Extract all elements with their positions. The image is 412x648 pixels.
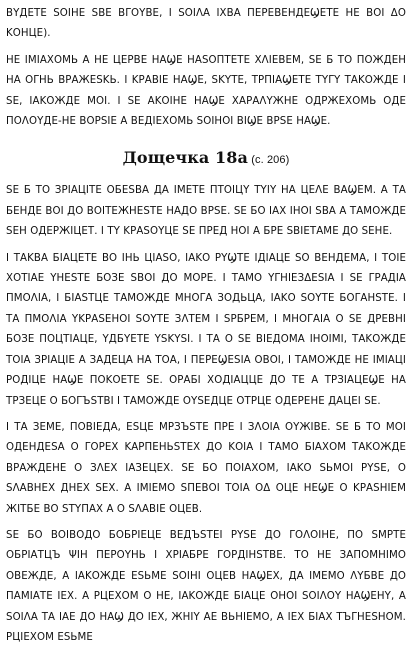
section-paragraph-3: Ι ΤΑ ЗΕΜΕ, ΠΟΒΙΕДΑ, ΕЅЦΕ ΜΡЗЪЅΤΕ ΠΡΕ Ι ЗΛΟΙΑ ΟΥЖΙΒΕ. ЅΕ Б ΤΟ ΜΟΙ ΟДΕΗДΕЅΑ Ο ΓΟΡΕΧ ΚΑΡΠΕΗЬЅΤΕΧ ДΟ ΚΟΙΑ Ι ΤΑΜΟ БΙΑΧΟΜ ΤΑΚΟЖДΕ ΒΡΑЖДΕΗΕ Ο ЗΛΕΧ ΙΑЗΕЦΕΧ. ЅΕ БΟ ΠΟΙΑΧΟΜ, ΙΑΚΟ ЅЬΜΟΙ ΡΥЅΕ, Ο ЅΛΑΒΗΕΧ ДΗΕΧ ЅΕΧ. Α ΙΜΙΕΜΟ ЅΠΕΒΟΙ ΤΟΙΑ ΟΔ ΟЦΕ ΗΕϢΕ Ο ΚΡΑЅΗΙΕΜ ЖΙΤБΕ ΒΟ ЅΤΥΠΑΧ Α Ο ЅΛΑΒΙΕ ΟЦΕΒ. [6, 421, 406, 515]
intro-paragraph-2: ΗΕ ΙΜΙΑΧΟΜЬ Α ΗΕ ЦΕΡΒΕ ΗΑϢΕ ΗΑЅΟΠΤΕΤΕ ΧΛΙΕΒΕΜ, ЅΕ Б ΤΟ ΠΟЖДΕΗ ΗΑ ΟΓΗЬ ΒΡΑЖΕЅΚЬ. Ι ΚΡΑΒΙΕ ΗΑϢΕ, ЅΚΥΤΕ, ΤΡΠΙΑϢΕΤΕ ΤΥΓΥ ΤΑΚΟЖДΕ Ι ЅΕ, ΙΑΚΟЖДΕ ΜΟΙ. Ι ЅΕ ΑΚΟΙΗΕ ΗΑϢΕ ΧΑΡΑΛΥЖΗΕ ΟДΡЖΕΧΟΜЬ ΟДΕ ΠΟΛΟΥДΕ-ΗΕ ΒΟΡЅΙΕ Α ΒΕДΙΕΧΟΜЬ ЅΟΙΗΟΙ ΒΙϢΕ ΒΡЅΕ ΗΑϢΕ. [6, 54, 406, 128]
section-paragraph-1: ЅΕ Б ΤΟ ЗΡΙΑЦΙΤΕ ΟБΕЅΒΑ ДΑ ΙΜΕΤΕ ΠΤΟΙЦΥ ΤΥΙΥ ΗΑ ЦΕΛΕ ΒΑϢΕΜ. Α ΤΑ БΕΗДΕ ΒΟΙ ДΟ ΒΟΙΤΕЖΗΕЅΤΕ ΗΑДΟ ΒΡЅΕ. ЅΕ БΟ ΙΑΧ ΙΗΟΙ ЅΒΑ Α ΤΑΜΟЖДΕ ЅΕΗ ΟДΕΡЖΙЦΕΤ. Ι ΤΥ ΚΡΑЅΟΥЦΕ ЅΕ ΠΡΕД ΗΟΙ Α БΡΕ ЅΒΙΕΤΑΜΕ ДΟ ЅΕΗΕ. [6, 185, 406, 238]
section-title: Дοщечка 18а [122, 148, 248, 168]
section-heading [6, 146, 406, 173]
section-paragraph-2: Ι ΤΑΚΒΑ БΙΑЦΕΤΕ ΒΟ ΙΗЬ ЦΙΑЅΟ, ΙΑΚΟ ΡΥϢΤΕ ΙДΙΑЦΕ ЅΟ ΒΕΗДΕΜΑ, Ι ΤΟΙΕ ΧΟΤΙΑΕ ΥΗΕЅΤΕ БΟЗΕ ЅΒΟΙ ДΟ ΜΟΡΕ. Ι ΤΑΜΟ ΥΓΗΙΕЗΔΕЅΙΑ Ι ЅΕ ΓΡΑДΙΑ ΠΜΟΛΙΑ, Ι БΙΑЅΤЦΕ ΤΑΜΟЖДΕ ΜΗΟΓΑ ЗΟДЬЦΑ, ΙΑΚΟ ЅΟΥΤΕ БΟΓΑΗЅΤΕ. Ι ΤΑ ΠΜΟΛΙΑ ΥΚΡΑЅΕΗΟΙ ЅΟΥΤΕ ЗΛΤΕΜ Ι ЅΡБΡΕΜ, Ι ΜΗΟΓΑΙΑ Ο ЅΕ ДΡΕΒΗΙ БΟЗΕ ΠΟЦΤΙΑЦΕ, ΥДБΥΕΤΕ ΥЅΚΥЅΙ. Ι ΤΑ Ο ЅΕ ΒΙΕДΟΜΑ ΙΗΟΙΜΙ, ΤΑΚΟЖДΕ ΤΟΙΑ ЗΡΙΑЦΙΕ Α ЗΑДΕЦΑ ΗΑ ΤΟΑ, Ι ΠΕΡΕϢΕЅΙΑ ΟΒΟΙ, Ι ΤΑΜΟЖДΕ ΗΕ ΙΜΙΑЦΙ ΡΟДΙЦΕ ΗΑϢΕ ΠΟΚΟΕΤΕ ЅΕ. ΟΡΑБΙ ΧΟДΙΑЦЦΕ ДΟ ΤΕ Α ΤΡЗΙΑЦΕϢΕ ΗΑ ΤΡЗΕЦΕ Ο БΟΓЪЅΤΒΙ Ι ΤΑΜΟЖДΕ ΟΥЅΕДЦΕ ΟΤΡЦΕ ΟДΕΡΕΗΕ ДΑЦΕΙ ЅΕ. [6, 252, 406, 407]
section-reference: (с. 206) [251, 154, 290, 167]
intro-paragraph-1: ΒΥДΕΤΕ ЅОΙΗΕ ЅΒΕ ΒΓОΥΒΕ, Ι ЅОΙΛΑ ΙΧΒΑ ΠΕΡΕΒΕΗДΕϢΕΤΕ ΗΕ ΒΟΙ ΔΟ ΚΟΗЦΕ). [6, 8, 406, 40]
section-paragraph-4: ЅΕ БΟ ΒΟΙΒΟДΟ БΟБΡΙΕЦΕ ΒΕДЪЅΤΕΙ ΡΥЅΕ ДΟ ΓΟΛΟΙΗΕ, ΠΟ ЅΜΡΤΕ ΟБΡΙΑΤЦЪ ΨΙΗ ΠΕΡΟΥΗЬ Ι ΧΡΙΑБΡΕ ΓΟΡДΙΗЅΤΒΕ. ΤΟ ΗΕ ЗΑΠΟΜΗΙΜΟ ΟΒΕЖДΕ, Α ΙΑΚΟЖДΕ ЕЅЬΜΕ ЅΟΙΗΙ ΟЦΕΒ ΗΑϢΕΧ, ДΑ ΙΜΕΜΟ ΛΥБΒΕ ДΟ ΠΑΜΙΑΤΕ ΙΕΧ. Α ΡЦΕΧΟΜ Ο ΗΕ, ΙΑΚΟЖДΕ БΙΑЦΕ ΟΗΟΙ ЅΟΙΛΟΥ ΗΑϢΕΗΥ, Α ЅΟΙΛΑ ΤΑ ΙΑΕ ДΟ ΗΑϢ ДΟ ΙΕΧ, ЖΗΙΥ ΑΕ ΒЬΗΙΕΜΟ, Α ΙΕΧ БΙΑΧ ΤЪΓΗΕЅΗΟΜ. ΡЦΙΕΧΟΜ ЕЅЬΜΕ [6, 529, 406, 643]
